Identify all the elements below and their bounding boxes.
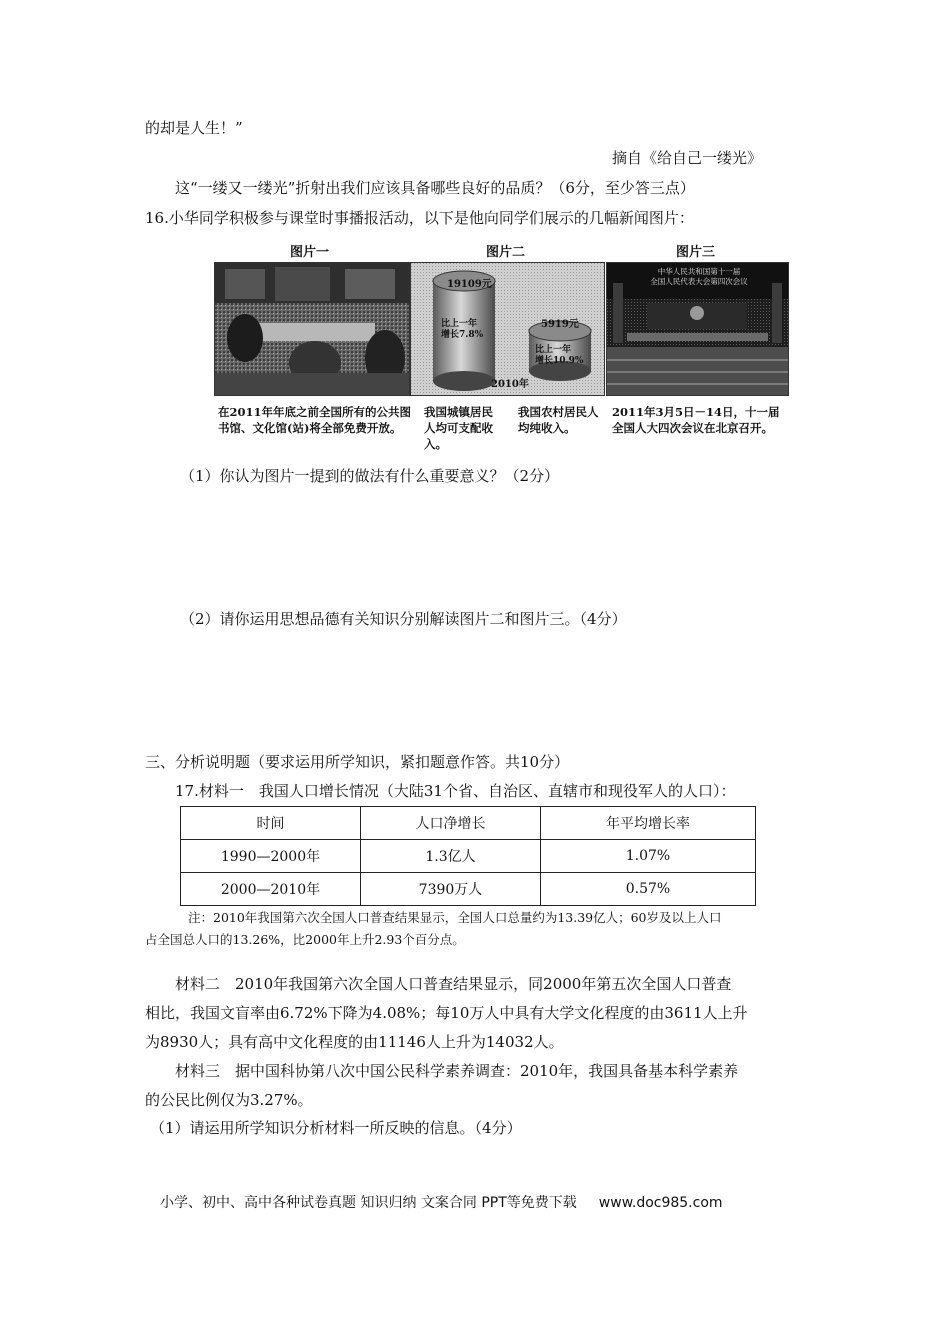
footer-site-link[interactable]: www.doc985.com: [598, 1195, 723, 1211]
population-table: [180, 806, 756, 906]
table-cell: 2000—2010年: [181, 873, 361, 906]
quote-end-text: 的却是人生！”: [145, 119, 243, 137]
chart-year: 2010年: [491, 379, 529, 390]
picture3-title: 图片三: [676, 245, 716, 260]
rural-income-value: 5919元: [541, 319, 579, 330]
library-photo: [214, 262, 410, 396]
q16-sub2: （2）请你运用思想品德有关知识分别解读图片二和图片三。（4分）: [180, 610, 627, 628]
table-cell: 1990—2000年: [181, 840, 361, 873]
footer-text: 小学、初中、高中各种试卷真题 知识归纳 文案合同 PPT等免费下载: [160, 1195, 577, 1211]
material2-line1: 材料二 2010年我国第六次全国人口普查结果显示，同2000年第五次全国人口普查: [175, 975, 732, 993]
income-chart-image: [410, 262, 605, 396]
q16-intro: 16.小华同学积极参与课堂时事播报活动，以下是他向同学们展示的几幅新闻图片：: [145, 209, 694, 227]
material3-line1: 材料三 据中国科协第八次中国公民科学素养调查：2010年，我国具备基本科学素养: [175, 1062, 739, 1080]
hall-banner-line1: 中华人民共和国第十一届: [657, 267, 741, 276]
hall-banner-line2: 全国人民代表大会第四次会议: [650, 277, 748, 286]
rural-growth-label: [535, 345, 583, 367]
urban-income-value: 19109元: [447, 279, 492, 290]
quote-source: 摘自《给自己一缕光》: [612, 149, 763, 167]
npc-hall-photo: [606, 262, 789, 396]
q17-sub1: （1）请运用所学知识分析材料一所反映的信息。（4分）: [150, 1119, 522, 1137]
q15-question: 这“一缕又一缕光”折射出我们应该具备哪些良好的品质？（6分，至少答三点）: [175, 179, 695, 197]
rural-note-2: 增长10.9%: [535, 356, 584, 366]
urban-note-1: 比上一年: [441, 319, 478, 329]
rural-note-1: 比上一年: [535, 345, 572, 355]
table-cell: 1.07%: [541, 840, 756, 873]
picture2-caption-urban: 我国城镇居民人均可支配收入。: [424, 405, 493, 451]
table-cell: 1.3亿人: [361, 840, 541, 873]
table-row: [181, 873, 756, 906]
table-header: 时间: [181, 807, 361, 840]
material1-heading: 17.材料一 我国人口增长情况（大陆31个省、自治区、直辖市和现役军人的人口）：: [175, 782, 736, 800]
picture1-caption: 在2011年年底之前全国所有的公共图书馆、文化馆(站)将全部免费开放。: [218, 405, 412, 435]
table-cell: 7390万人: [361, 873, 541, 906]
q16-sub1: （1）你认为图片一提到的做法有什么重要意义？（2分）: [180, 467, 560, 485]
urban-growth-label: [441, 319, 483, 341]
table-note-line1: 注：2010年我国第六次全国人口普查结果显示，全国人口总量约为13.39亿人；60岁及以上人口: [188, 910, 722, 925]
material2-line2: 相比，我国文盲率由6.72%下降为4.08%；每10万人中具有大学文化程度的由3611人上升: [145, 1004, 748, 1022]
table-row: [181, 840, 756, 873]
table-note-line2: 占全国总人口的13.26%，比2000年上升2.93个百分点。: [145, 932, 465, 947]
picture2-title: 图片二: [486, 245, 526, 260]
picture1-title: 图片一: [290, 245, 330, 260]
material3-line2: 的公民比例仅为3.27%。: [145, 1091, 313, 1109]
hall-banner: [629, 267, 769, 287]
page-footer: [160, 1192, 723, 1212]
table-header: 人口净增长: [361, 807, 541, 840]
material2-line3: 为8930人；具有高中文化程度的由11146人上升为14032人。: [145, 1033, 564, 1051]
picture3-caption: 2011年3月5日－14日，十一届全国人大四次会议在北京召开。: [612, 405, 780, 435]
picture2-caption-rural: 我国农村居民人均纯收入。: [518, 405, 599, 435]
table-cell: 0.57%: [541, 873, 756, 906]
table-header-row: [181, 807, 756, 840]
section3-heading: 三、分析说明题（要求运用所学知识，紧扣题意作答。共10分）: [145, 753, 570, 771]
urban-note-2: 增长7.8%: [441, 330, 484, 340]
table-header: 年平均增长率: [541, 807, 756, 840]
